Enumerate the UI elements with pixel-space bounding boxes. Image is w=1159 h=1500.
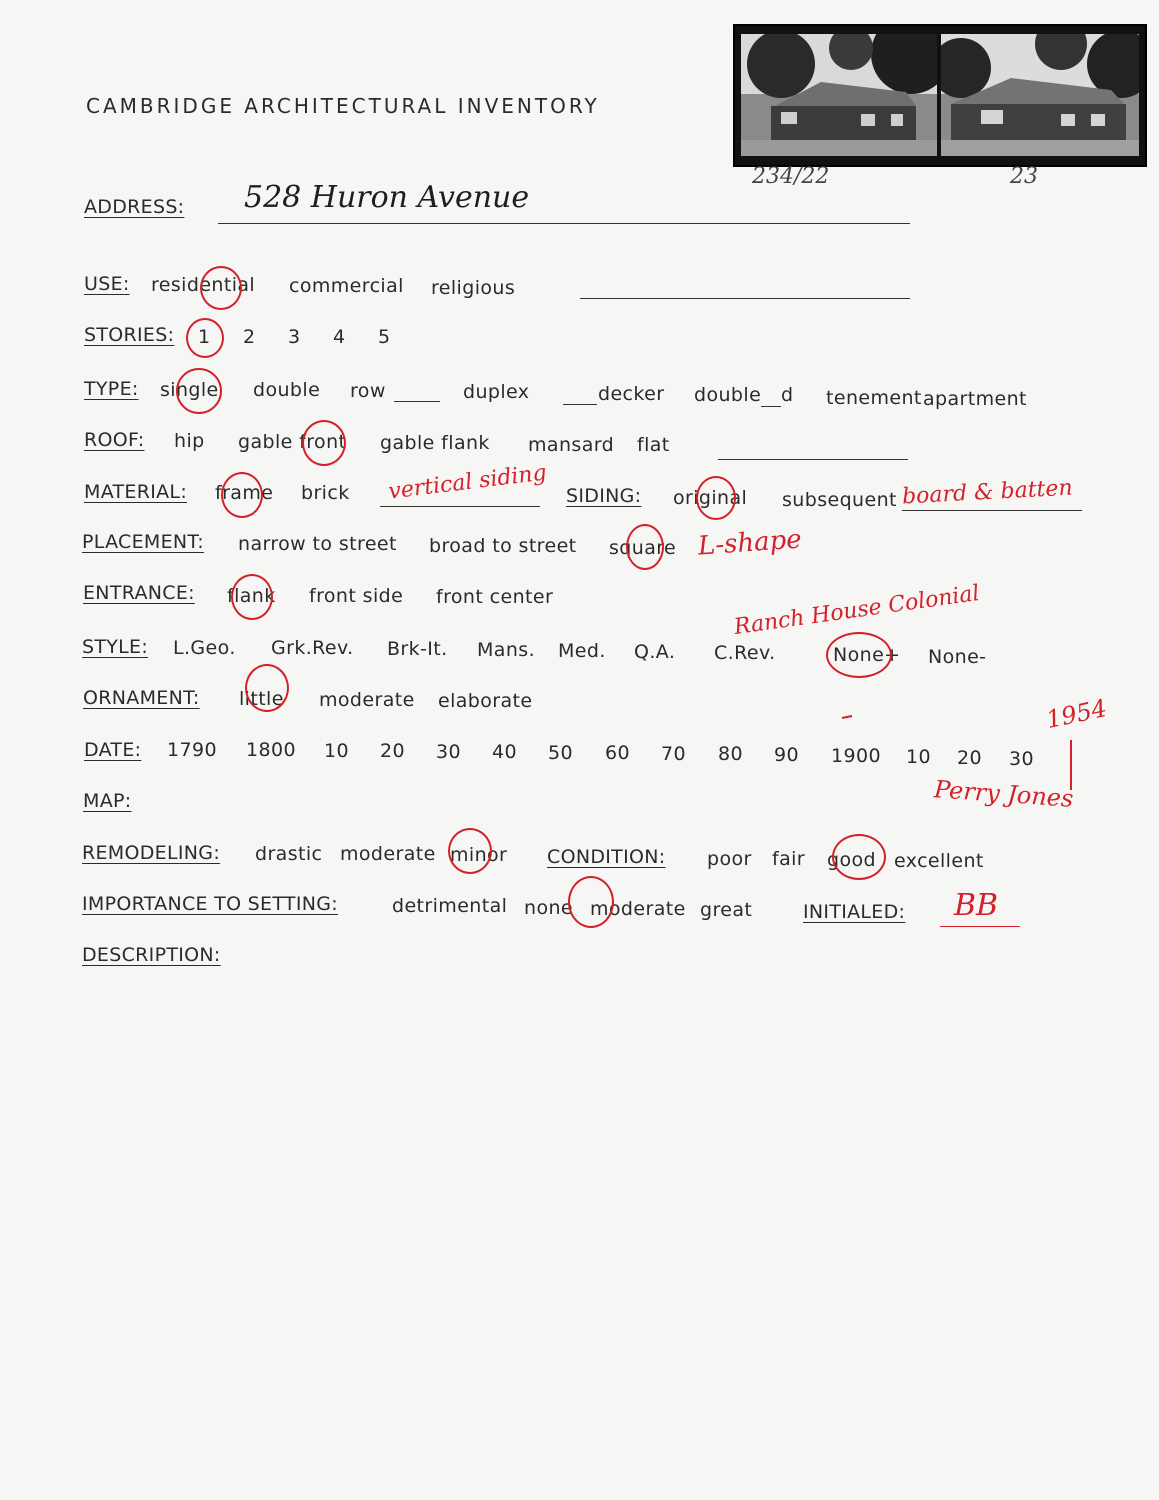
type-option-row: row: [350, 380, 386, 402]
roof-selected-circle: [302, 420, 346, 466]
type-label: TYPE:: [84, 378, 139, 400]
siding-label: SIDING:: [566, 485, 642, 507]
style-handwritten: Ranch House Colonial: [732, 580, 982, 641]
form-title: CAMBRIDGE ARCHITECTURAL INVENTORY: [86, 94, 600, 118]
date-option-30: 30: [436, 741, 461, 763]
date-option-10-20c: 10: [906, 746, 931, 768]
date-option-70: 70: [661, 743, 686, 765]
material-selected-circle: [221, 472, 263, 518]
siding-selected-circle: [696, 476, 736, 520]
use-other-line: [580, 298, 910, 299]
roof-option-flat: flat: [637, 434, 670, 456]
type-option-double: double: [253, 379, 321, 401]
address-value: 528 Huron Avenue: [244, 180, 530, 215]
roof-option-mansard: mansard: [528, 434, 615, 456]
type-option-apartment: apartment: [923, 388, 1027, 410]
roof-option-gable-flank: gable flank: [380, 432, 490, 454]
photo-ref-right: 23: [1010, 164, 1038, 189]
date-option-1900: 1900: [831, 745, 881, 767]
material-option-brick: brick: [301, 482, 350, 504]
stories-selected-circle: [186, 318, 224, 358]
placement-option-broad: broad to street: [429, 535, 577, 557]
importance-option-great: great: [700, 899, 753, 921]
material-handwritten: vertical siding: [387, 460, 548, 505]
date-option-30-20c: 30: [1009, 748, 1034, 770]
ornament-option-little: little: [239, 688, 284, 710]
roof-other-line: [718, 459, 908, 460]
condition-option-poor: poor: [707, 848, 752, 870]
address-line: [218, 223, 910, 224]
address-label: ADDRESS:: [84, 196, 185, 218]
material-option-frame: frame: [215, 482, 274, 504]
date-option-80: 80: [718, 743, 743, 765]
material-other-line: [380, 506, 540, 507]
initialed-underline: [940, 926, 1020, 927]
use-label: USE:: [84, 273, 130, 295]
architect-handwritten: Perry Jones: [933, 775, 1075, 813]
date-option-40: 40: [492, 741, 517, 763]
date-option-90: 90: [774, 744, 799, 766]
importance-option-detrimental: detrimental: [392, 895, 508, 917]
date-option-20-20c: 20: [957, 747, 982, 769]
ornament-selected-circle: [245, 664, 289, 712]
use-selected-circle: [200, 266, 242, 310]
importance-option-none: none: [524, 897, 573, 919]
roof-option-gable-front: gable front: [238, 431, 347, 453]
date-option-20: 20: [380, 740, 405, 762]
date-option-10: 10: [324, 740, 349, 762]
type-option-duplex: duplex: [463, 381, 530, 403]
siding-option-original: original: [673, 487, 748, 509]
style-selected-circle: [826, 632, 892, 678]
house-photo-left: [741, 34, 937, 156]
condition-option-fair: fair: [772, 848, 806, 870]
ornament-option-moderate: moderate: [319, 689, 415, 711]
date-option-60: 60: [605, 742, 630, 764]
importance-option-moderate: moderate: [590, 898, 686, 920]
entrance-option-flank: flank: [227, 585, 276, 607]
type-option-decker: decker: [598, 383, 665, 405]
style-option-med: Med.: [558, 640, 606, 662]
siding-option-subsequent: subsequent: [782, 489, 897, 511]
ornament-label: ORNAMENT:: [83, 687, 200, 709]
ornament-option-elaborate: elaborate: [438, 690, 533, 712]
type-option-single: single: [160, 379, 219, 401]
remodeling-option-moderate: moderate: [340, 843, 436, 865]
placement-label: PLACEMENT:: [82, 531, 204, 553]
map-label: MAP:: [83, 790, 132, 812]
type-option-double-d: double: [694, 384, 762, 406]
remodeling-label: REMODELING:: [82, 842, 221, 864]
type-decker-blank: [563, 404, 597, 405]
stories-option-2: 2: [243, 326, 256, 348]
placement-option-square: square: [609, 537, 677, 559]
description-label: DESCRIPTION:: [82, 944, 221, 966]
roof-option-hip: hip: [174, 430, 205, 452]
material-label: MATERIAL:: [84, 481, 188, 503]
initialed-label: INITIALED:: [803, 901, 906, 923]
date-label: DATE:: [84, 739, 142, 761]
photo-ref-left: 234/22: [752, 164, 830, 189]
stories-option-3: 3: [288, 326, 301, 348]
remodeling-option-drastic: drastic: [255, 843, 323, 865]
style-option-brkit: Brk-It.: [387, 638, 448, 660]
siding-handwritten: board & batten: [901, 475, 1074, 510]
style-option-none-plus: None+: [833, 644, 901, 666]
use-option-commercial: commercial: [289, 275, 404, 297]
stories-option-5: 5: [378, 326, 391, 348]
entrance-selected-circle: [231, 574, 273, 620]
date-option-1790: 1790: [167, 739, 217, 761]
entrance-option-front-side: front side: [309, 585, 404, 607]
stories-option-1: 1: [198, 326, 211, 348]
style-option-grkrev: Grk.Rev.: [271, 637, 354, 659]
remodeling-option-minor: minor: [450, 844, 508, 866]
placement-option-narrow: narrow to street: [238, 533, 397, 555]
entrance-option-front-center: front center: [436, 586, 554, 608]
style-option-none-minus: None-: [928, 646, 987, 668]
importance-selected-circle: [568, 876, 614, 928]
condition-option-good: good: [827, 849, 876, 871]
date-handwritten: 1954: [1043, 693, 1110, 735]
stories-label: STORIES:: [84, 324, 175, 346]
photo-strip: [733, 24, 1147, 167]
type-selected-circle: [176, 368, 222, 414]
type-option-tenement: tenement: [826, 387, 922, 409]
date-tick-mark: [840, 712, 854, 722]
condition-option-excellent: excellent: [894, 850, 984, 872]
initialed-value: BB: [954, 888, 999, 923]
siding-other-line: [902, 510, 1082, 511]
style-label: STYLE:: [82, 636, 149, 658]
style-option-qa: Q.A.: [634, 641, 676, 663]
style-option-lgeo: L.Geo.: [173, 637, 236, 659]
remodeling-selected-circle: [448, 828, 492, 874]
use-option-residential: residential: [151, 274, 256, 296]
style-option-crev: C.Rev.: [714, 642, 776, 664]
importance-label: IMPORTANCE TO SETTING:: [82, 893, 338, 915]
style-option-mans: Mans.: [477, 639, 536, 661]
use-option-religious: religious: [431, 277, 516, 299]
type-row-blank: [394, 401, 440, 402]
house-photo-right: [941, 34, 1139, 156]
type-double-d-blank: [761, 406, 781, 407]
condition-selected-circle: [832, 834, 886, 880]
date-option-1800: 1800: [246, 739, 296, 761]
entrance-label: ENTRANCE:: [83, 582, 195, 604]
roof-label: ROOF:: [84, 429, 145, 451]
date-option-50: 50: [548, 742, 573, 764]
placement-selected-circle: [626, 524, 664, 570]
type-option-d-suffix: d: [781, 384, 794, 406]
stories-option-4: 4: [333, 326, 346, 348]
condition-label: CONDITION:: [547, 846, 666, 868]
placement-handwritten: L-shape: [697, 524, 803, 562]
